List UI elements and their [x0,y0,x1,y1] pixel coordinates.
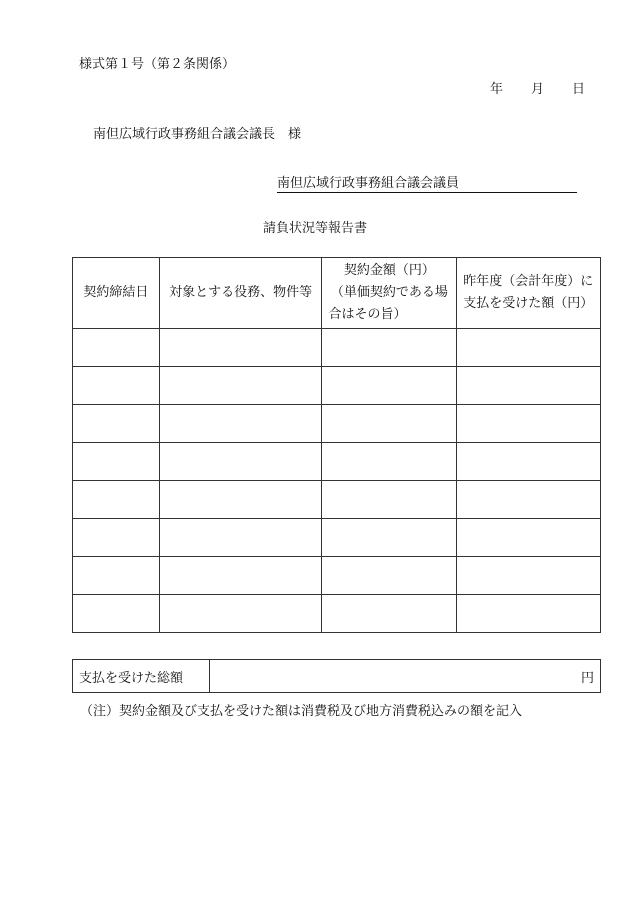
table-row [73,329,601,367]
cell-contract-date[interactable] [73,367,160,405]
cell-contract-date[interactable] [73,519,160,557]
header-contract-date: 契約締結日 [73,258,160,329]
cell-contract-date[interactable] [73,329,160,367]
total-unit: 円 [580,670,594,686]
cell-amount[interactable] [322,443,457,481]
cell-prev-year[interactable] [457,405,601,443]
cell-amount[interactable] [322,557,457,595]
table-row [73,557,601,595]
cell-subject[interactable] [159,329,322,367]
date-year: 年 [490,82,504,97]
cell-amount[interactable] [322,519,457,557]
cell-amount[interactable] [322,329,457,367]
table-row [73,595,601,633]
cell-prev-year[interactable] [457,519,601,557]
total-row [73,660,601,693]
header-prev-year [457,258,601,329]
cell-subject[interactable] [159,443,322,481]
date-line [490,78,585,97]
cell-contract-date[interactable] [73,557,160,595]
cell-prev-year[interactable] [457,595,601,633]
header-subject: 対象とする役務、物件等 [159,258,322,329]
contracts-table [72,257,601,633]
sender: 南但広域行政事務組合議会議員 [277,172,577,193]
total-label: 支払を受けた総額 [73,660,210,693]
cell-contract-date[interactable] [73,443,160,481]
table-row [73,405,601,443]
table-row [73,519,601,557]
table-row [73,443,601,481]
cell-amount[interactable] [322,367,457,405]
total-amount-field[interactable] [210,660,601,693]
header-amount-line2: （単価契約である場 [330,285,448,300]
date-month: 月 [531,82,545,97]
cell-prev-year[interactable] [457,443,601,481]
header-amount-line3: 合はその旨） [328,307,407,322]
header-prev-year-line1: 昨年度（会計年度）に [463,274,594,289]
cell-subject[interactable] [159,557,322,595]
cell-contract-date[interactable] [73,595,160,633]
cell-subject[interactable] [159,405,322,443]
cell-subject[interactable] [159,519,322,557]
cell-prev-year[interactable] [457,481,601,519]
document-title: 請負状況等報告書 [262,221,367,236]
header-prev-year-line2: 支払を受けた額（円） [463,296,594,311]
cell-prev-year[interactable] [457,557,601,595]
cell-amount[interactable] [322,595,457,633]
cell-contract-date[interactable] [73,481,160,519]
cell-amount[interactable] [322,405,457,443]
table-header-row [73,258,601,329]
date-day: 日 [572,82,586,97]
cell-amount[interactable] [322,481,457,519]
cell-subject[interactable] [159,595,322,633]
header-amount-line1: 契約金額（円） [343,263,435,278]
cell-prev-year[interactable] [457,367,601,405]
table-row [73,367,601,405]
total-table [72,659,601,693]
cell-subject[interactable] [159,481,322,519]
form-number: 様式第１号（第２条関係） [79,57,236,72]
table-row [73,481,601,519]
cell-contract-date[interactable] [73,405,160,443]
cell-subject[interactable] [159,367,322,405]
header-amount [322,258,457,329]
footnote: （注）契約金額及び支払を受けた額は消費税及び地方消費税込みの額を記入 [80,704,523,719]
cell-prev-year[interactable] [457,329,601,367]
addressee: 南但広域行政事務組合議会議長 様 [93,127,302,142]
